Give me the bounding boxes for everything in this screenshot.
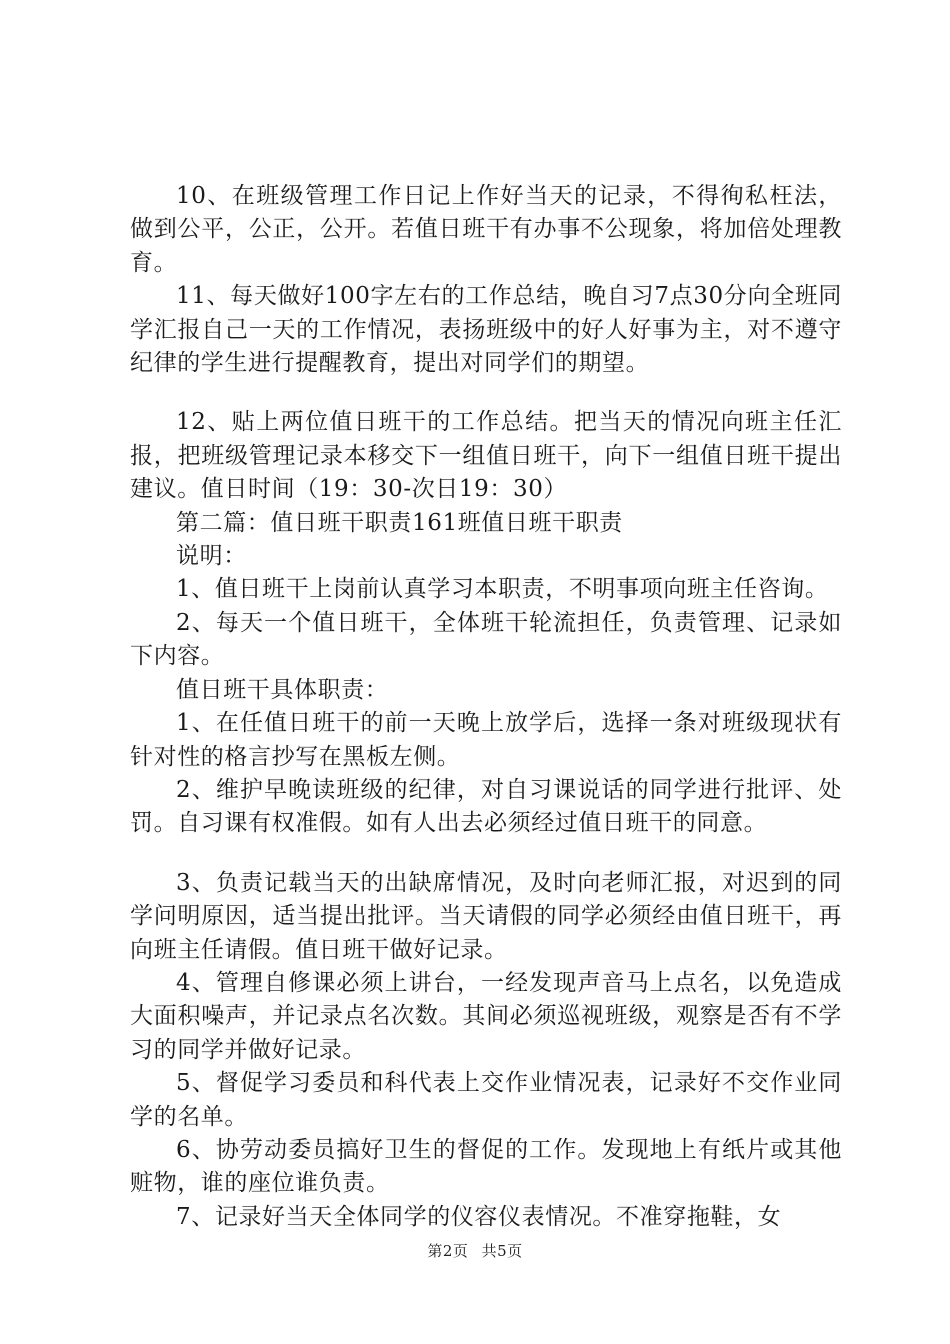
page-number: 第2页 (427, 1242, 469, 1260)
document-body (130, 180, 842, 1234)
duty-item-4: 4、管理自修课必须上讲台，一经发现声音马上点名，以免造成大面积噪声，并记录点名次数。其间必须巡视班级，观察是否有不学习的同学并做好记录。 (130, 969, 842, 1063)
section-heading: 第二篇：值日班干职责161班值日班干职责 (176, 509, 623, 536)
duty-item-2: 2、维护早晚读班级的纪律，对自习课说话的同学进行批评、处罚。自习课有权准假。如有人出去必须经过值日班干的同意。 (130, 776, 842, 837)
note-item-1: 1、值日班干上岗前认真学习本职责，不明事项向班主任咨询。 (176, 576, 829, 603)
paragraph-11: 11、每天做好100字左右的工作总结，晚自习7点30分向全班同学汇报自己一天的工作情况，表扬班级中的好人好事为主，对不遵守纪律的学生进行提醒教育，提出对同学们的期望。 (130, 283, 842, 377)
duties-heading: 值日班干具体职责： (176, 676, 389, 703)
page-total: 共5页 (481, 1242, 523, 1260)
note-label: 说明： (176, 543, 247, 570)
duty-item-7: 7、记录好当天全体同学的仪容仪表情况。不准穿拖鞋，女 (176, 1203, 782, 1230)
paragraph-12: 12、贴上两位值日班干的工作总结。把当天的情况向班主任汇报，把班级管理记录本移交下一组值日班干，向下一组值日班干提出建议。值日时间（19：30-次日19：30） (130, 409, 842, 503)
page-footer (0, 1240, 950, 1261)
duty-item-1: 1、在任值日班干的前一天晚上放学后，选择一条对班级现状有针对性的格言抄写在黑板左侧。 (130, 710, 842, 770)
paragraph-10: 10、在班级管理工作日记上作好当天的记录，不得徇私枉法，做到公平，公正，公开。若值日班干有办事不公现象，将加倍处理教育。 (130, 183, 842, 276)
duty-item-5: 5、督促学习委员和科代表上交作业情况表，记录好不交作业同学的名单。 (130, 1070, 842, 1130)
duty-item-3: 3、负责记载当天的出缺席情况，及时向老师汇报，对迟到的同学问明原因，适当提出批评。当天请假的同学必须经由值日班干，再向班主任请假。值日班干做好记录。 (130, 869, 842, 963)
note-item-2: 2、每天一个值日班干，全体班干轮流担任，负责管理、记录如下内容。 (130, 609, 842, 670)
duty-item-6: 6、协劳动委员搞好卫生的督促的工作。发现地上有纸片或其他赃物，谁的座位谁负责。 (130, 1136, 842, 1197)
